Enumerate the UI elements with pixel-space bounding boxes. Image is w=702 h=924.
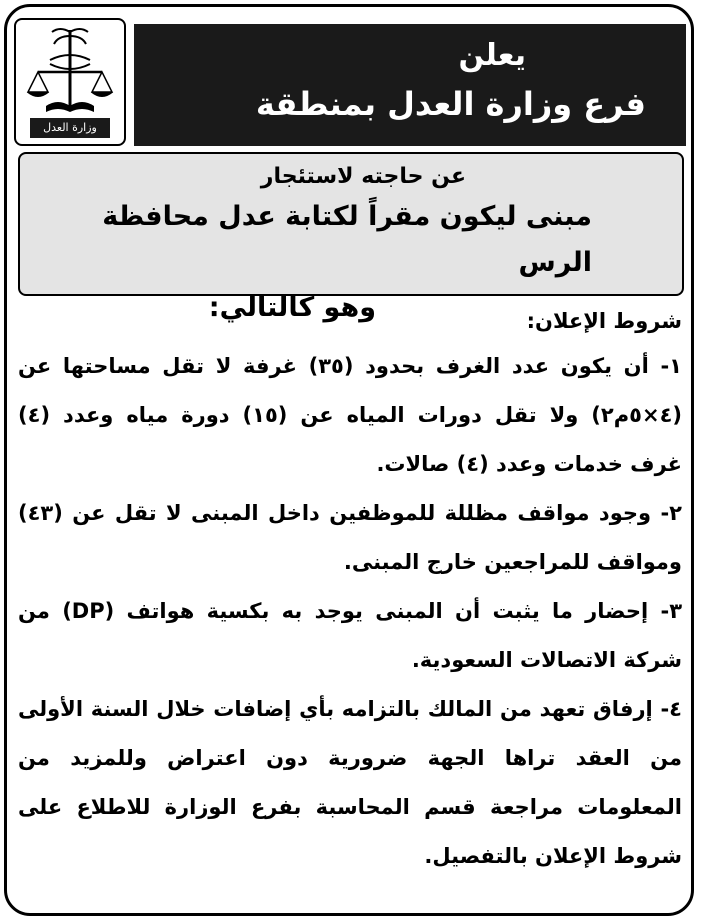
- intro-line-3: وهو كالتالي:: [208, 292, 376, 323]
- condition-item-2: ٢- وجود مواقف مظللة للموظفين داخل المبنى لا تقل عن (٤٣) ومواقف للمراجعين خارج المبنى.: [18, 501, 682, 574]
- condition-item-1: ١- أن يكون عدد الغرف بحدود (٣٥) غرفة لا تقل مساحتها عن (٤×٥م٢) ولا تقل دورات المياه عن (١٥) دورة مياه وعدد (٤) غرف خدمات وعدد (٤) صالات.: [18, 354, 682, 476]
- announces-heading: يعلن: [458, 38, 526, 73]
- ministry-branch-heading: فرع وزارة العدل بمنطقة: [255, 85, 646, 123]
- condition-item-3: ٣- إحضار ما يثبت أن المبنى يوجد به بكسية هواتف (DP) من شركة الاتصالات السعودية.: [18, 599, 683, 672]
- condition-item-4: ٤- إرفاق تعهد من المالك بالتزامه بأي إضافات خلال السنة الأولى من العقد تراها الجهة ضرورية دون اعتراض وللمزيد من المعلومات مراجعة قسم المحاسبة بفرع الوزارة للاطلاع على شروط الإعلان بالتفصيل.: [18, 697, 682, 868]
- header-banner: [134, 24, 686, 146]
- justice-emblem-icon: [16, 20, 124, 120]
- intro-line-1: عن حاجته لاستئجار: [260, 164, 466, 189]
- ministry-logo: [14, 18, 126, 146]
- logo-caption: وزارة العدل: [30, 118, 110, 138]
- conditions-section: [18, 300, 682, 900]
- conditions-title: شروط الإعلان:: [526, 309, 682, 333]
- intro-line-2: مبنى ليكون مقراً لكتابة عدل محافظة الرس: [102, 201, 592, 278]
